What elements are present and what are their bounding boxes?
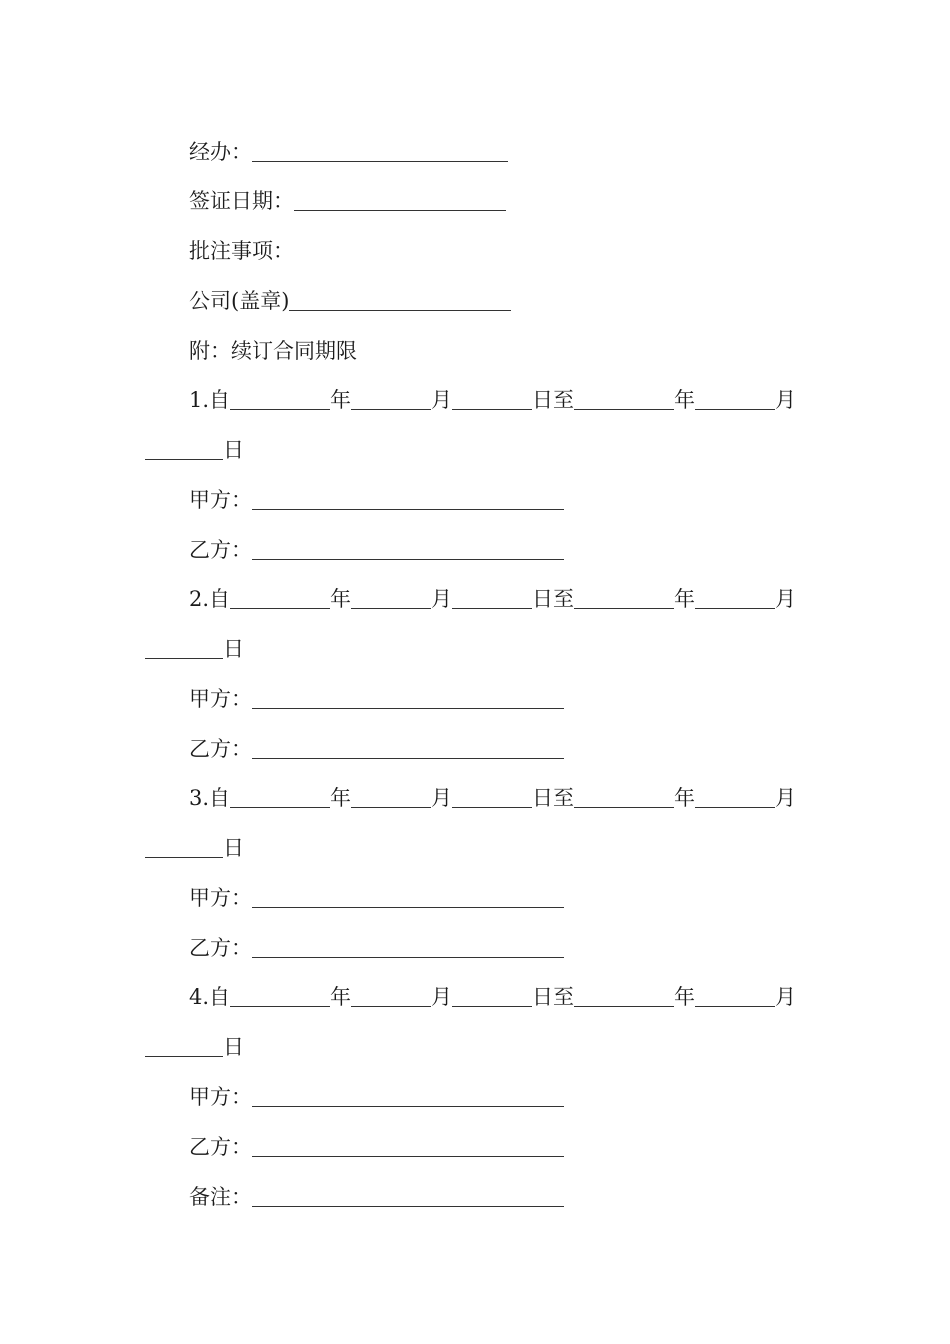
- start-year-blank[interactable]: [230, 1006, 330, 1007]
- renewal-period-continuation: [145, 1031, 244, 1063]
- renewal-period-continuation: [145, 832, 244, 864]
- start-month-blank[interactable]: [351, 608, 431, 609]
- year-label: 年: [674, 985, 696, 1009]
- renewal-period-row: [189, 384, 796, 416]
- end-day-blank[interactable]: [145, 857, 223, 858]
- end-month-blank[interactable]: [695, 409, 775, 410]
- party-a-blank[interactable]: [252, 907, 564, 908]
- day-to-label: 日至: [532, 388, 575, 412]
- company-seal-label: 公司(盖章): [189, 289, 290, 313]
- party-a-label: 甲方：: [189, 687, 252, 711]
- day-label: 日: [223, 1035, 244, 1059]
- party-b-label: 乙方：: [189, 1135, 252, 1159]
- party-b-blank[interactable]: [252, 758, 564, 759]
- end-year-blank[interactable]: [574, 409, 674, 410]
- day-to-label: 日至: [532, 786, 575, 810]
- note-row: [189, 1181, 564, 1213]
- renewal-number: 1.: [189, 388, 210, 412]
- end-month-blank[interactable]: [695, 608, 775, 609]
- start-year-blank[interactable]: [230, 409, 330, 410]
- party-a-blank[interactable]: [252, 1106, 564, 1107]
- day-to-label: 日至: [532, 587, 575, 611]
- party-b-row: [189, 534, 564, 566]
- from-label: 自: [209, 587, 231, 611]
- party-a-row: [189, 1081, 564, 1113]
- end-day-blank[interactable]: [145, 459, 223, 460]
- handler-label: 经办：: [189, 140, 252, 164]
- year-label: 年: [674, 388, 696, 412]
- renewal-number: 4.: [189, 985, 210, 1009]
- party-b-row: [189, 1131, 564, 1163]
- day-label: 日: [223, 637, 244, 661]
- party-a-row: [189, 484, 564, 516]
- attachment-title-row: [189, 335, 357, 367]
- start-month-blank[interactable]: [351, 409, 431, 410]
- start-month-blank[interactable]: [351, 1006, 431, 1007]
- month-label: 月: [775, 388, 797, 412]
- party-b-blank[interactable]: [252, 1156, 564, 1157]
- party-a-blank[interactable]: [252, 509, 564, 510]
- renewal-period-continuation: [145, 633, 244, 665]
- start-day-blank[interactable]: [452, 807, 532, 808]
- party-b-row: [189, 932, 564, 964]
- from-label: 自: [209, 388, 231, 412]
- renewal-number: 2.: [189, 587, 210, 611]
- year-label: 年: [674, 786, 696, 810]
- end-year-blank[interactable]: [574, 1006, 674, 1007]
- party-a-label: 甲方：: [189, 488, 252, 512]
- start-year-blank[interactable]: [230, 608, 330, 609]
- month-label: 月: [431, 985, 453, 1009]
- party-b-blank[interactable]: [252, 559, 564, 560]
- month-label: 月: [431, 388, 453, 412]
- year-label: 年: [330, 786, 352, 810]
- attachment-title: 附：续订合同期限: [189, 339, 357, 363]
- year-label: 年: [674, 587, 696, 611]
- end-day-blank[interactable]: [145, 1056, 223, 1057]
- day-label: 日: [223, 438, 244, 462]
- renewal-number: 3.: [189, 786, 210, 810]
- party-b-label: 乙方：: [189, 538, 252, 562]
- end-month-blank[interactable]: [695, 1006, 775, 1007]
- renewal-period-row: [189, 583, 796, 615]
- month-label: 月: [775, 985, 797, 1009]
- note-blank[interactable]: [252, 1206, 564, 1207]
- remarks-label: 批注事项：: [189, 239, 294, 263]
- party-b-row: [189, 733, 564, 765]
- month-label: 月: [431, 587, 453, 611]
- from-label: 自: [209, 786, 231, 810]
- year-label: 年: [330, 388, 352, 412]
- start-day-blank[interactable]: [452, 1006, 532, 1007]
- company-seal-row: [189, 285, 511, 317]
- day-label: 日: [223, 836, 244, 860]
- visa-date-row: [189, 185, 506, 217]
- from-label: 自: [209, 985, 231, 1009]
- handler-row: [189, 136, 508, 168]
- visa-date-label: 签证日期：: [189, 189, 294, 213]
- renewal-period-row: [189, 981, 796, 1013]
- company-seal-blank[interactable]: [289, 310, 511, 311]
- start-year-blank[interactable]: [230, 807, 330, 808]
- month-label: 月: [775, 587, 797, 611]
- end-year-blank[interactable]: [574, 608, 674, 609]
- handler-blank[interactable]: [252, 161, 508, 162]
- start-day-blank[interactable]: [452, 608, 532, 609]
- end-day-blank[interactable]: [145, 658, 223, 659]
- start-month-blank[interactable]: [351, 807, 431, 808]
- party-a-row: [189, 683, 564, 715]
- end-month-blank[interactable]: [695, 807, 775, 808]
- start-day-blank[interactable]: [452, 409, 532, 410]
- year-label: 年: [330, 587, 352, 611]
- month-label: 月: [775, 786, 797, 810]
- renewal-period-row: [189, 782, 796, 814]
- day-to-label: 日至: [532, 985, 575, 1009]
- renewal-period-continuation: [145, 434, 244, 466]
- note-label: 备注：: [189, 1185, 252, 1209]
- remarks-row: [189, 235, 294, 267]
- visa-date-blank[interactable]: [294, 210, 506, 211]
- party-a-row: [189, 882, 564, 914]
- party-b-label: 乙方：: [189, 936, 252, 960]
- month-label: 月: [431, 786, 453, 810]
- party-a-blank[interactable]: [252, 708, 564, 709]
- party-b-blank[interactable]: [252, 957, 564, 958]
- party-b-label: 乙方：: [189, 737, 252, 761]
- party-a-label: 甲方：: [189, 1085, 252, 1109]
- end-year-blank[interactable]: [574, 807, 674, 808]
- year-label: 年: [330, 985, 352, 1009]
- party-a-label: 甲方：: [189, 886, 252, 910]
